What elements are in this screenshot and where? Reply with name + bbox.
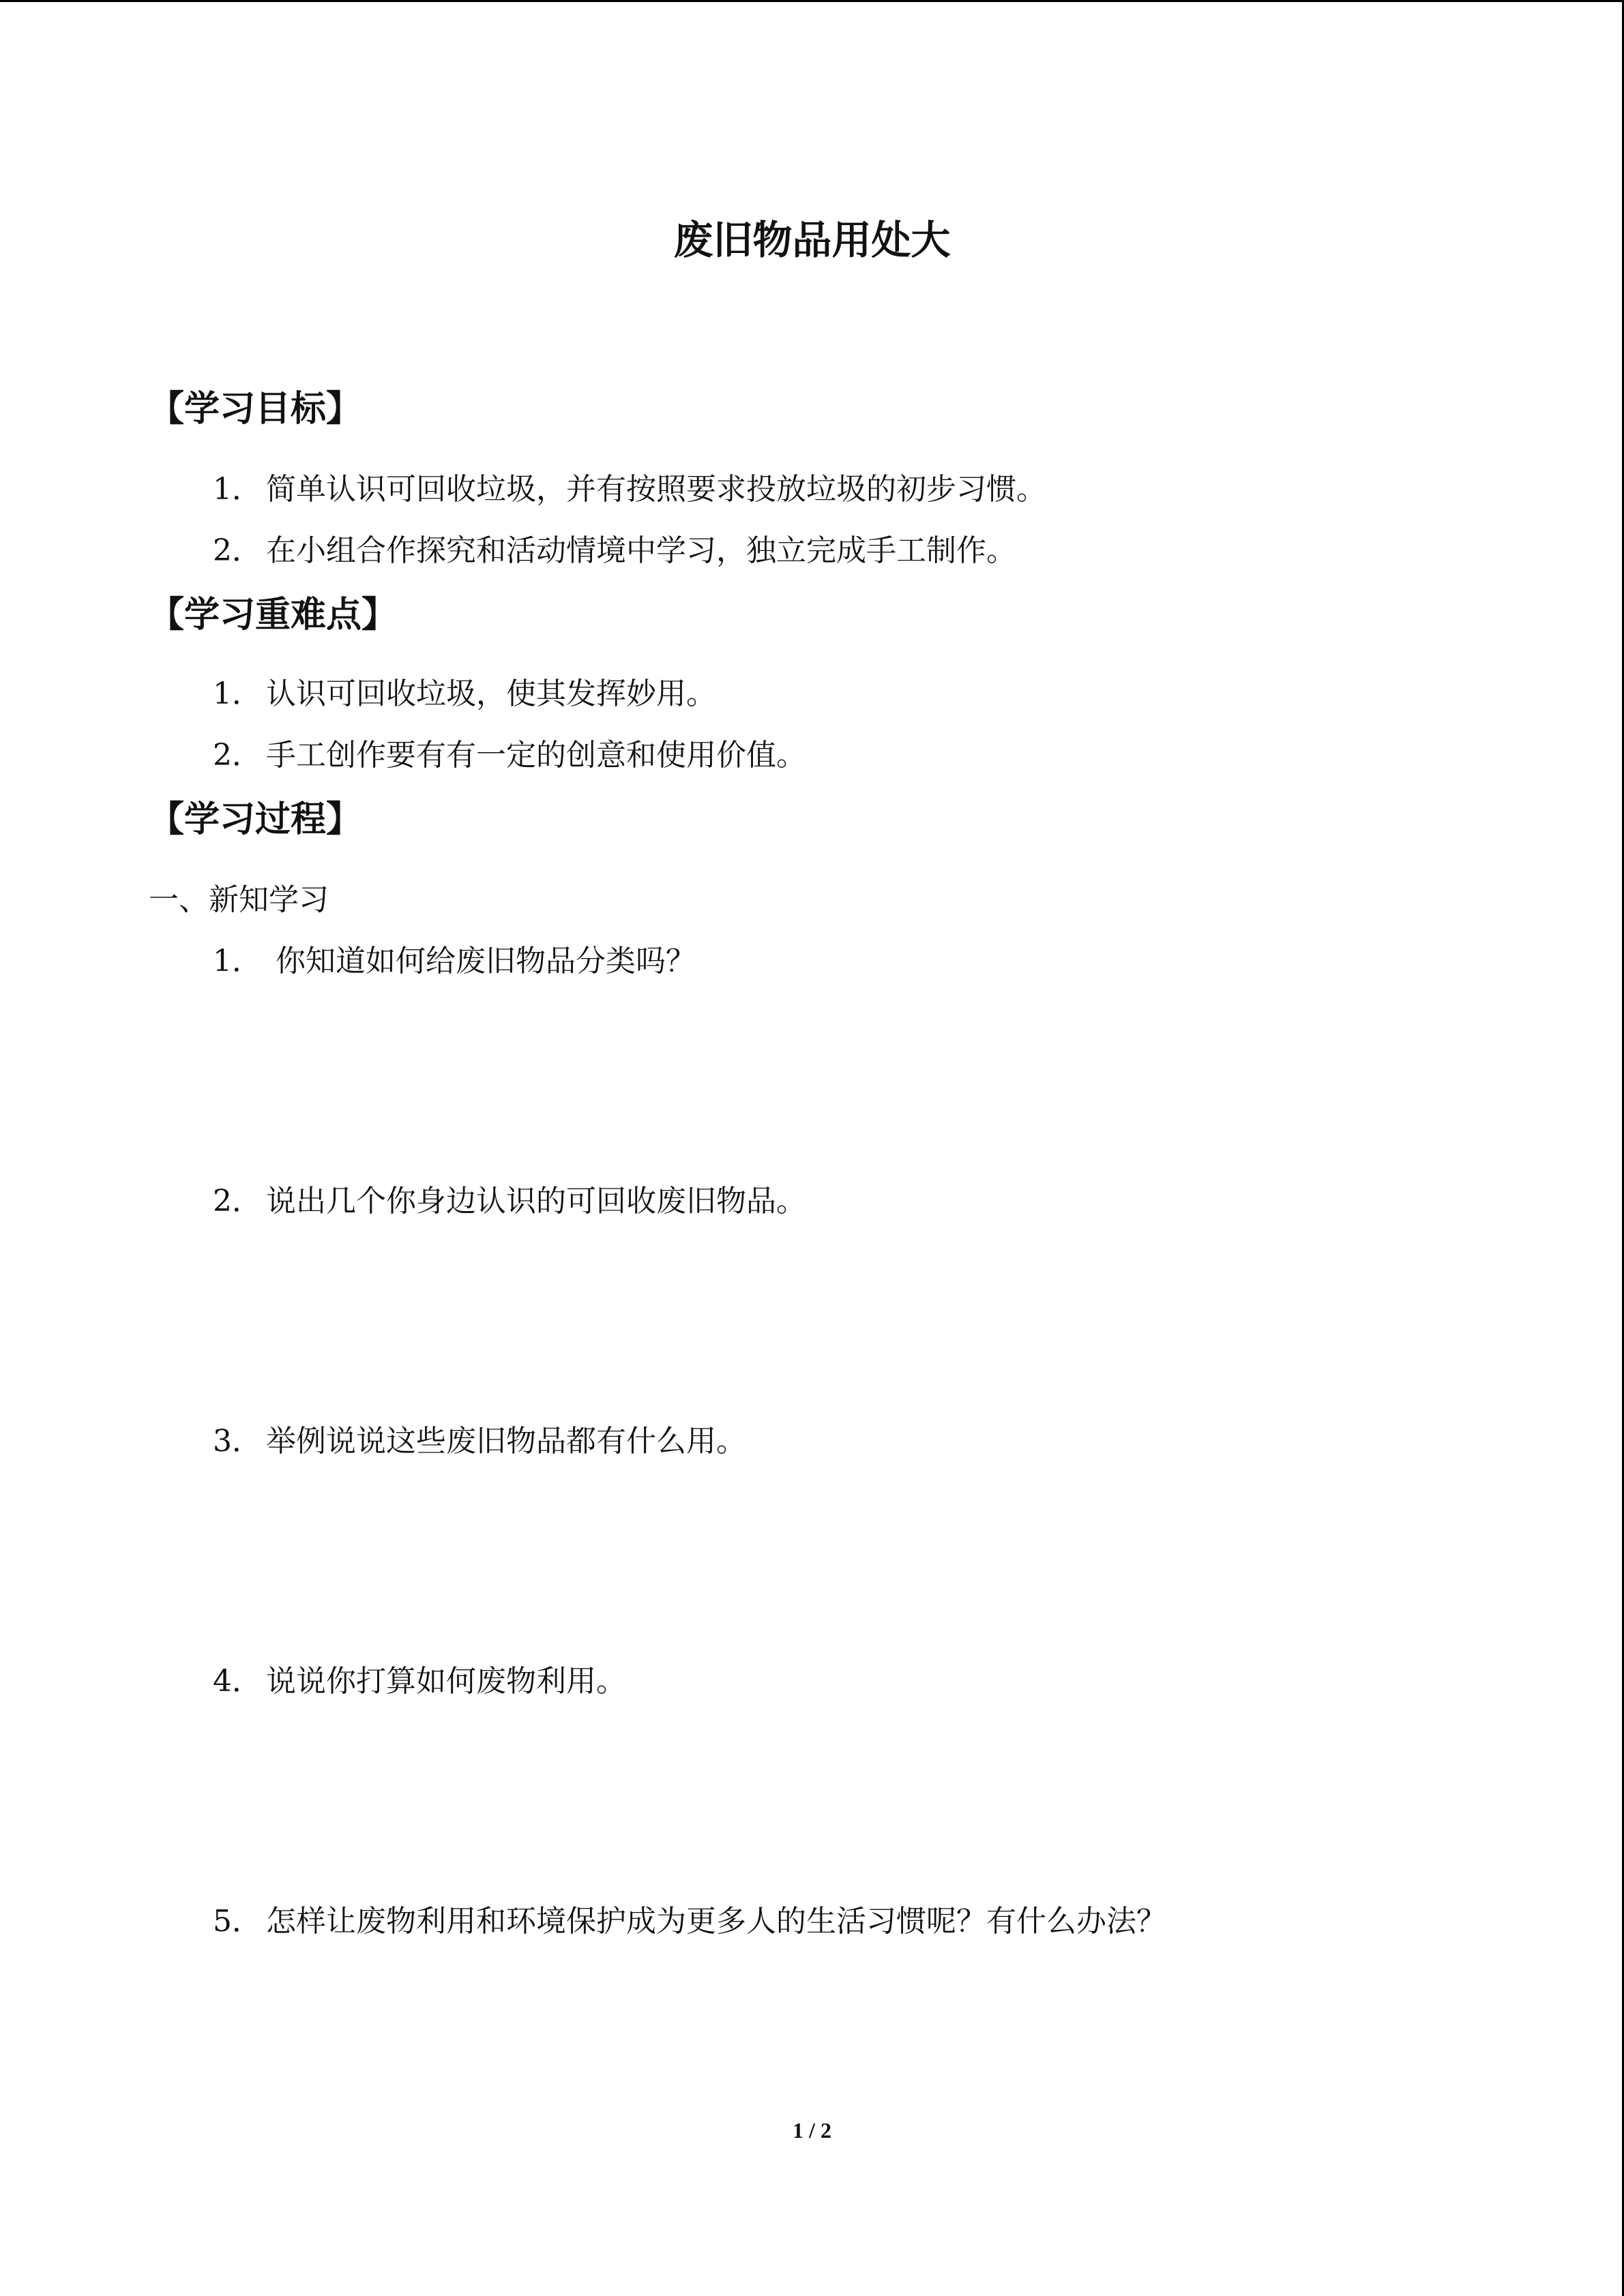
top-border-line [0,0,1624,2]
question-item [213,940,696,983]
key-point-item [213,734,806,777]
objectives-heading: 【学习目标】 [149,389,362,430]
question-item [213,1420,746,1463]
objective-text: 简单认识可回收垃圾，并有按照要求投放垃圾的初步习惯。 [266,472,1046,507]
key-point-number: 1． [213,676,262,711]
page-title: 废旧物品用处大 [673,217,951,263]
objective-number: 1． [213,472,262,507]
key-point-text: 手工创作要有有一定的创意和使用价值。 [266,738,806,773]
question-text: 怎样让废物利用和环境保护成为更多人的生活习惯呢？有什么办法？ [266,1904,1166,1939]
question-text: 你知道如何给废旧物品分类吗？ [266,944,696,979]
question-item [213,1180,806,1223]
objective-item [213,529,1016,573]
question-number: 2． [213,1184,262,1219]
section-label: 一、新知学习 [149,882,329,917]
page-number: 1 / 2 [793,2118,831,2143]
question-number: 1． [213,944,262,979]
question-item [213,1660,626,1703]
question-text: 说出几个你身边认识的可回收废旧物品。 [266,1184,806,1219]
question-number: 4． [213,1664,262,1699]
objective-number: 2． [213,533,262,568]
question-number: 3． [213,1424,262,1459]
key-point-item [213,672,716,716]
key-point-text: 认识可回收垃圾，使其发挥妙用。 [266,676,716,711]
key-points-heading: 【学习重难点】 [149,595,398,636]
question-text: 说说你打算如何废物利用。 [266,1664,626,1699]
objective-text: 在小组合作探究和活动情境中学习，独立完成手工制作。 [266,533,1016,568]
question-text: 举例说说这些废旧物品都有什么用。 [266,1424,746,1459]
question-item [213,1900,1166,1943]
process-heading: 【学习过程】 [149,799,362,840]
question-number: 5． [213,1904,262,1939]
key-point-number: 2． [213,738,262,773]
objective-item [213,468,1046,511]
